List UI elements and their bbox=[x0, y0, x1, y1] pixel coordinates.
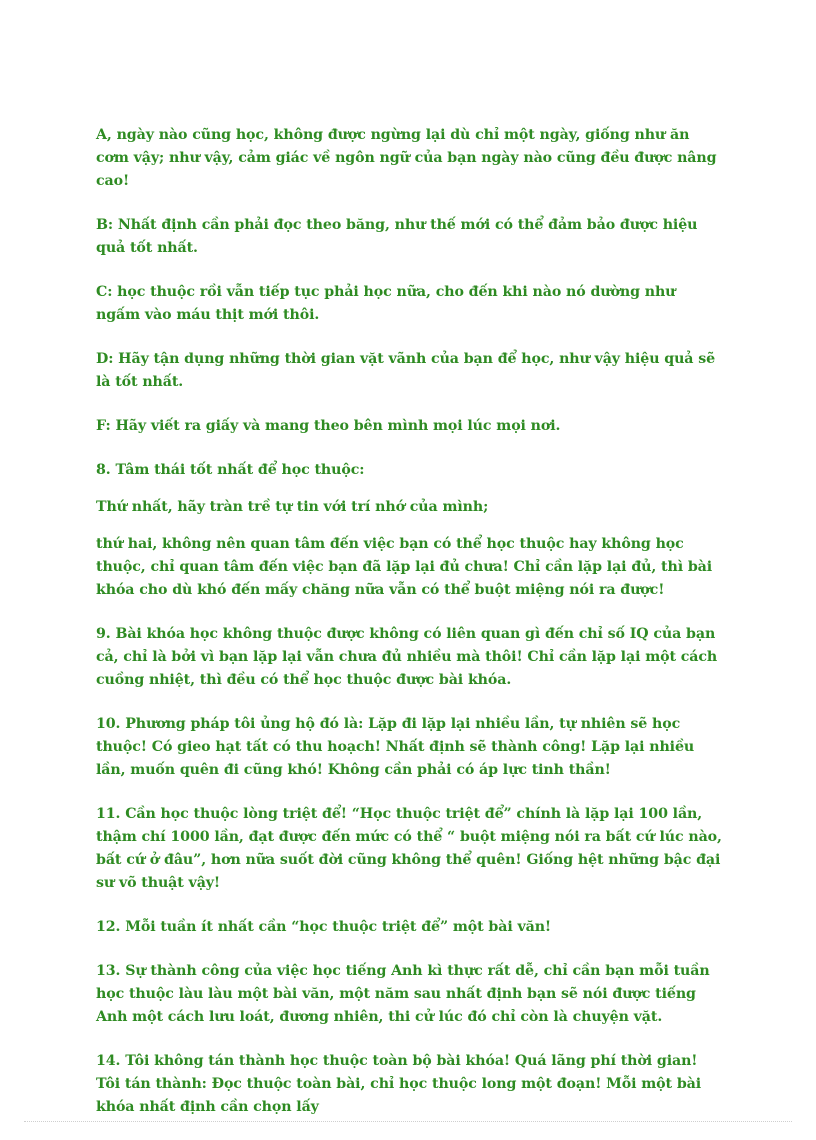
section-13: 13. Sự thành công của việc học tiếng Anh kì thực rất dễ, chỉ cần bạn mỗi tuần học thuộc làu làu một bài văn, một năm sau nhất định bạn sẽ nói được tiếng Anh một cách lưu loát, đương nhiên, thi cử lúc đó chỉ còn là chuyện vặt. bbox=[96, 963, 710, 1025]
paragraph-f: F: Hãy viết ra giấy và mang theo bên mình mọi lúc mọi nơi. bbox=[96, 418, 561, 434]
paragraph-d: D: Hãy tận dụng những thời gian vặt vãnh của bạn để học, như vậy hiệu quả sẽ là tốt nhất. bbox=[96, 351, 716, 390]
section-8-first-point: Thứ nhất, hãy tràn trề tự tin với trí nhớ của mình; bbox=[96, 499, 489, 515]
section-10: 10. Phương pháp tôi ủng hộ đó là: Lặp đi lặp lại nhiều lần, tự nhiên sẽ học thuộc! Có gieo hạt tất có thu hoạch! Nhất định sẽ thành công! Lặp lại nhiều lần, muốn quên đi cũng khó! Không cần phải có áp lực tinh thần! bbox=[96, 716, 695, 778]
section-9: 9. Bài khóa học không thuộc được không có liên quan gì đến chỉ số IQ của bạn cả, chỉ là bởi vì bạn lặp lại vẫn chưa đủ nhiều mà thôi! Chỉ cần lặp lại một cách cuồng nhiệt, thì đều có thể học thuộc được bài khóa. bbox=[96, 626, 718, 688]
paragraph-c: C: học thuộc rồi vẫn tiếp tục phải học nữa, cho đến khi nào nó dường như ngấm vào máu thịt mới thôi. bbox=[96, 284, 676, 323]
section-12: 12. Mỗi tuần ít nhất cần “học thuộc triệt để” một bài văn! bbox=[96, 919, 552, 935]
paragraph-a: A, ngày nào cũng học, không được ngừng lại dù chỉ một ngày, giống như ăn cơm vậy; như vậy, cảm giác về ngôn ngữ của bạn ngày nào cũng đều được nâng cao! bbox=[96, 127, 717, 189]
section-14: 14. Tôi không tán thành học thuộc toàn bộ bài khóa! Quá lãng phí thời gian! Tôi tán thành: Đọc thuộc toàn bài, chỉ học thuộc long một đoạn! Mỗi một bài khóa nhất định cần chọn lấy bbox=[96, 1053, 702, 1115]
paragraph-b: B: Nhất định cần phải đọc theo băng, như thế mới có thể đảm bảo được hiệu quả tốt nhất. bbox=[96, 217, 698, 256]
document-body bbox=[96, 124, 722, 1140]
section-8-second-point: thứ hai, không nên quan tâm đến việc bạn có thể học thuộc hay không học thuộc, chỉ quan tâm đến việc bạn đã lặp lại đủ chưa! Chỉ cần lặp lại đủ, thì bài khóa cho dù khó đến mấy chăng nữa vẫn có thể buột miệng nói ra được! bbox=[96, 536, 713, 598]
section-11: 11. Cần học thuộc lòng triệt để! “Học thuộc triệt để” chính là lặp lại 100 lần, thậm chí 1000 lần, đạt được đến mức có thể “ buột miệng nói ra bất cứ lúc nào, bất cứ ở đâu”, hơn nữa suốt đời cũng không thể quên! Giống hệt những bậc đại sư võ thuật vậy! bbox=[96, 806, 722, 891]
page-bottom-divider bbox=[24, 1121, 792, 1122]
section-8-heading: 8. Tâm thái tốt nhất để học thuộc: bbox=[96, 462, 365, 478]
